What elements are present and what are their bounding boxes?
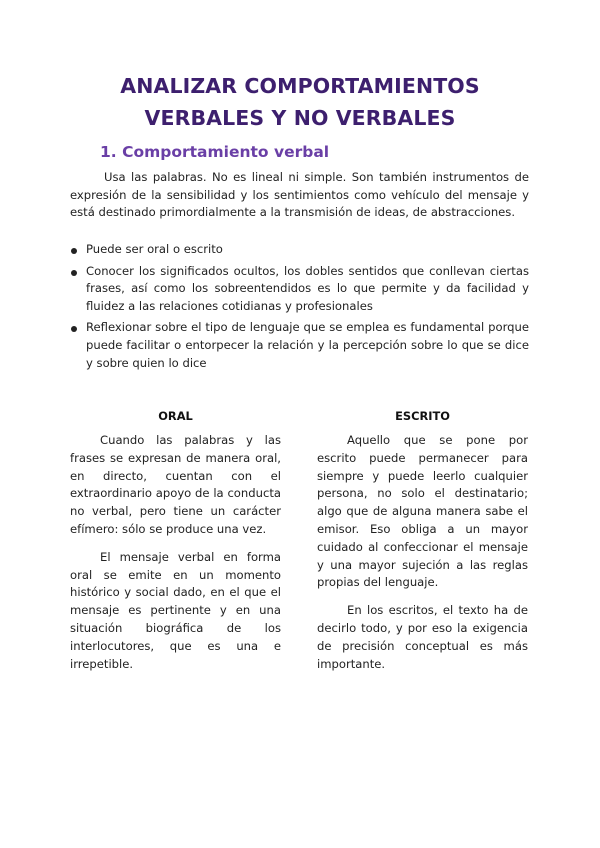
list-item — [70, 263, 529, 316]
bullet-icon — [71, 248, 77, 254]
section-heading: 1. Comportamiento verbal — [100, 143, 330, 161]
list-item — [70, 241, 529, 259]
oral-paragraph-1: Cuando las palabras y las frases se expresan de manera oral, en directo, cuentan con el extraordinario apoyo de la conducta no verbal, pero tiene un carácter efímero: sólo se produce una vez. — [70, 433, 281, 536]
title-line-1: ANALIZAR COMPORTAMIENTOS — [120, 74, 480, 98]
bullet-list — [70, 241, 529, 376]
bullet-icon — [71, 326, 77, 332]
bullet-icon — [71, 270, 77, 276]
escrito-heading: ESCRITO — [395, 409, 450, 423]
escrito-paragraph-1: Aquello que se pone por escrito puede permanecer para siempre y puede leerlo cualquier persona, no solo el destinatario; algo que de alguna manera sabe el emisor. Eso obliga a un mayor cuidado al confeccionar el mensaje y una mayor sujeción a las reglas propias del lenguaje. — [317, 433, 528, 590]
oral-heading: ORAL — [158, 409, 193, 423]
escrito-paragraph-2: En los escritos, el texto ha de decirlo todo, y por eso la exigencia de precisión conceptual es más importante. — [317, 603, 528, 671]
oral-paragraph-2: El mensaje verbal en forma oral se emite en un momento histórico y social dado, en el que el mensaje es pertinente y en una situación biográfica de los interlocutores, que es una e irrepetible. — [70, 549, 281, 671]
page-title — [60, 70, 540, 134]
oral-column — [70, 408, 281, 683]
bullet-text: Puede ser oral o escrito — [86, 242, 223, 256]
intro-paragraph: Usa las palabras. No es lineal ni simple. Son también instrumentos de expresión de la sensibilidad y los sentimientos como vehículo del mensaje y está destinado primordialmente a la transmisión de ideas, de abstracciones. — [70, 170, 529, 220]
escrito-column — [317, 408, 528, 683]
title-line-2: VERBALES Y NO VERBALES — [144, 106, 456, 130]
list-item — [70, 319, 529, 372]
bullet-text: Conocer los significados ocultos, los dobles sentidos que conllevan ciertas frases, así como los sobreentendidos es lo que permite y da facilidad y fluidez a las relaciones cotidianas y profesionales — [86, 263, 529, 313]
bullet-text: Reflexionar sobre el tipo de lenguaje que se emplea es fundamental porque puede facilitar o entorpecer la relación y la percepción sobre lo que se dice y sobre quien lo dice — [86, 320, 529, 370]
